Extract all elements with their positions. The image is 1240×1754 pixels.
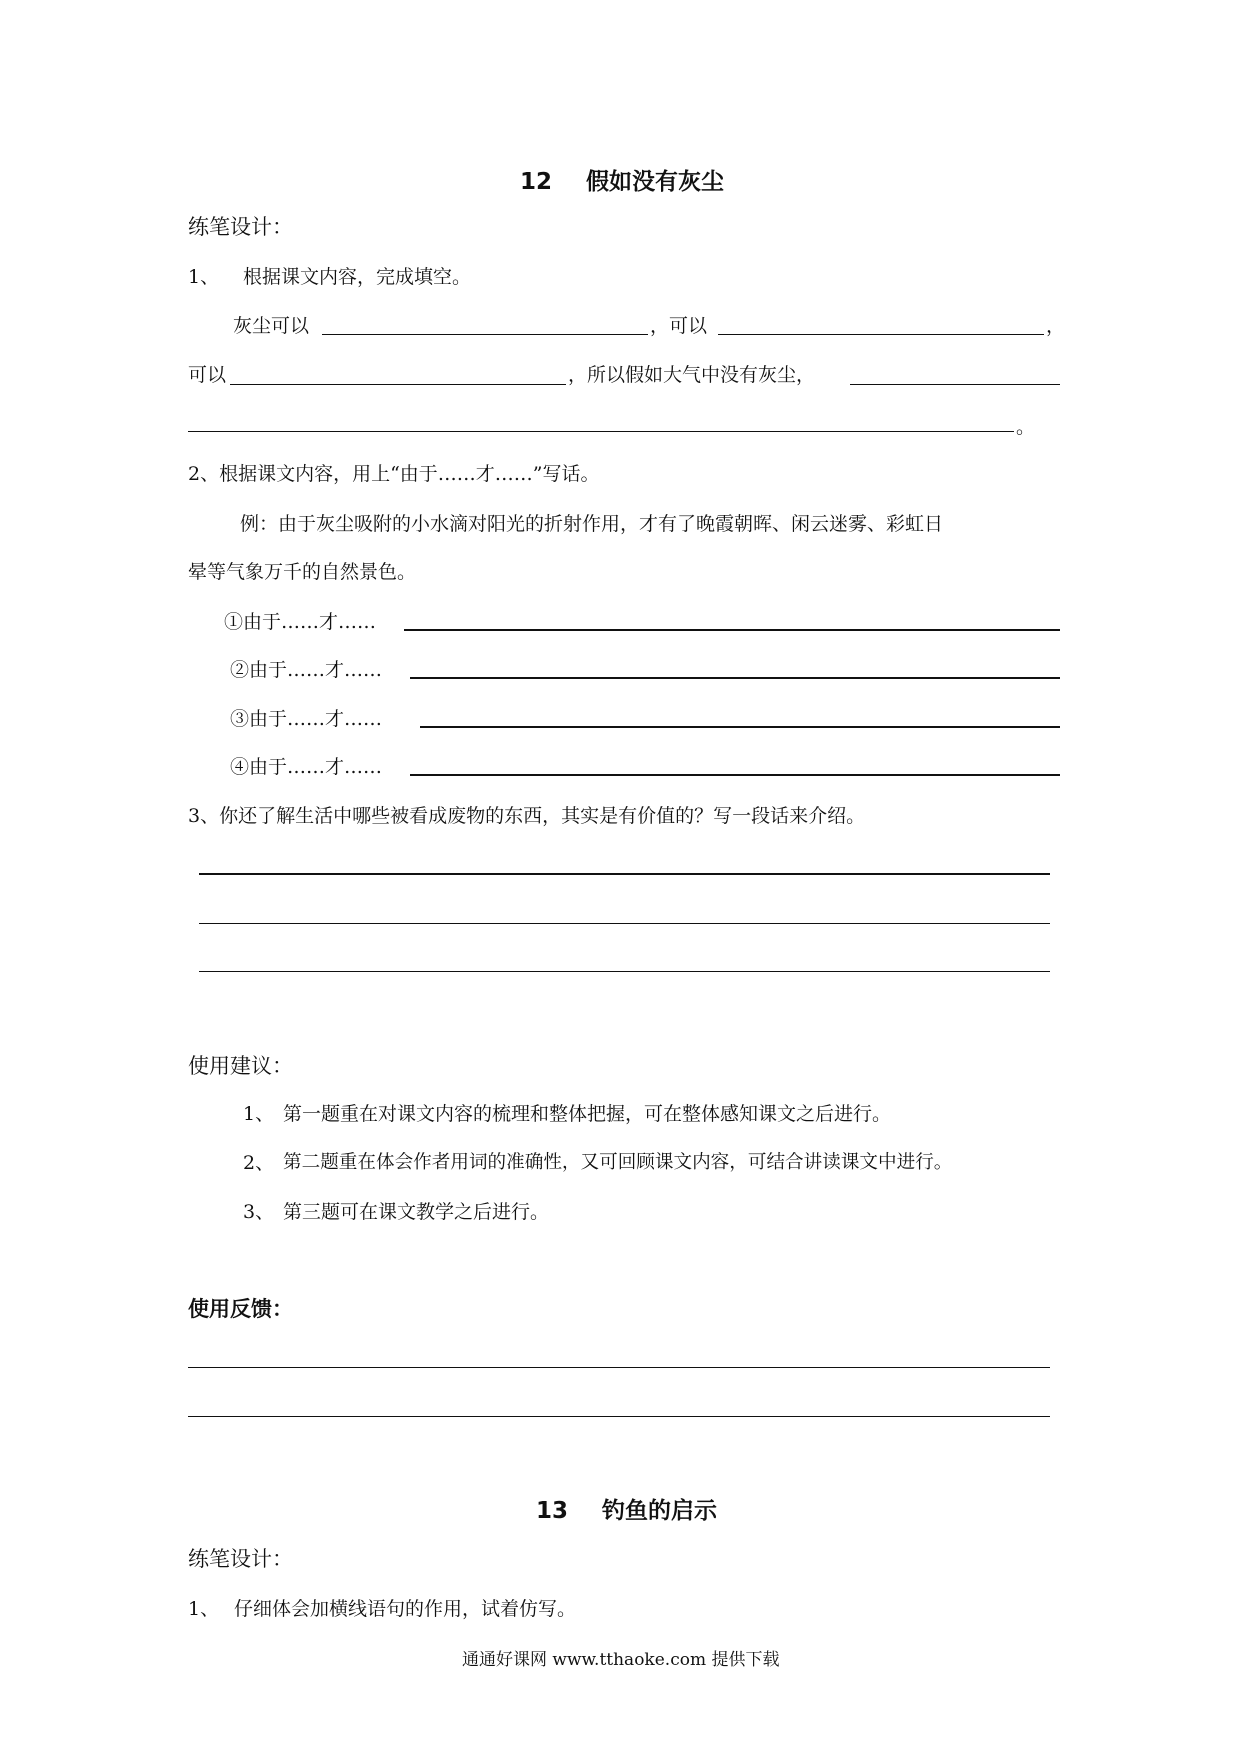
q2-item-1-label: ①由于……才…… xyxy=(224,611,377,633)
q2-prompt: 2、根据课文内容，用上“由于……才……”写话。 xyxy=(188,463,600,485)
q3-answer-line-2[interactable] xyxy=(199,923,1050,924)
q1-number: 1、 xyxy=(188,266,220,288)
q1-text-b: ，可以 xyxy=(650,315,708,337)
lesson12-title-text: 假如没有灰尘 xyxy=(586,169,725,195)
q1-blank-5[interactable] xyxy=(188,431,1014,432)
suggestions-heading: 使用建议： xyxy=(188,1054,293,1078)
q1-blank-1[interactable] xyxy=(322,334,648,335)
feedback-heading: 使用反馈： xyxy=(188,1297,293,1321)
lesson13-design-heading: 练笔设计： xyxy=(188,1547,293,1571)
suggestion-2-text: 第二题重在体会作者用词的准确性，又可回顾课文内容，可结合讲读课文中进行。 xyxy=(283,1152,953,1173)
q2-item-3-blank[interactable] xyxy=(420,726,1060,728)
feedback-line-1[interactable] xyxy=(188,1367,1050,1368)
q2-item-2-label: ②由于……才…… xyxy=(230,659,383,681)
lesson12-design-heading: 练笔设计： xyxy=(188,215,293,239)
suggestion-1-text: 第一题重在对课文内容的梳理和整体把握，可在整体感知课文之后进行。 xyxy=(283,1103,892,1125)
lesson13-title-text: 钓鱼的启示 xyxy=(602,1498,718,1524)
suggestion-2-number: 2、 xyxy=(243,1152,275,1174)
lesson12-title-number: 12 xyxy=(520,169,553,195)
q2-item-4-blank[interactable] xyxy=(410,774,1060,776)
q2-item-2-blank[interactable] xyxy=(410,677,1060,679)
q2-item-4-label: ④由于……才…… xyxy=(230,756,383,778)
page-footer: 通通好课网 www.tthaoke.com 提供下载 xyxy=(462,1650,780,1670)
q2-item-1-blank[interactable] xyxy=(404,629,1060,631)
q1-text-d: 可以 xyxy=(188,364,227,386)
q1-blank-4[interactable] xyxy=(850,384,1060,385)
q2-item-3-label: ③由于……才…… xyxy=(230,708,383,730)
lesson13-title xyxy=(536,1492,717,1525)
q3-answer-line-3[interactable] xyxy=(199,971,1050,972)
q1-text-e: ，所以假如大气中没有灰尘， xyxy=(568,364,816,386)
q1-text-a: 灰尘可以 xyxy=(233,315,310,337)
lesson12-title xyxy=(520,163,724,196)
q3-answer-line-1[interactable] xyxy=(199,873,1050,875)
q1-blank-3[interactable] xyxy=(230,384,566,385)
lesson13-q1-prompt: 仔细体会加横线语句的作用，试着仿写。 xyxy=(234,1598,577,1620)
q1-prompt: 根据课文内容，完成填空。 xyxy=(243,266,472,288)
q1-text-f: 。 xyxy=(1016,416,1036,438)
q2-example-line2: 晕等气象万千的自然景色。 xyxy=(188,561,417,583)
suggestion-3-number: 3、 xyxy=(243,1201,275,1223)
q2-example-line1: 例：由于灰尘吸附的小水滴对阳光的折射作用，才有了晚霞朝晖、闲云迷雾、彩虹日 xyxy=(240,513,944,535)
lesson13-title-number: 13 xyxy=(536,1498,569,1524)
q1-blank-2[interactable] xyxy=(718,334,1044,335)
suggestion-1-number: 1、 xyxy=(243,1103,275,1125)
q3-prompt: 3、你还了解生活中哪些被看成废物的东西，其实是有价值的？写一段话来介绍。 xyxy=(188,805,866,827)
q1-text-c: ， xyxy=(1046,315,1066,337)
feedback-line-2[interactable] xyxy=(188,1416,1050,1417)
lesson13-q1-number: 1、 xyxy=(188,1598,220,1620)
suggestion-3-text: 第三题可在课文教学之后进行。 xyxy=(283,1201,550,1223)
